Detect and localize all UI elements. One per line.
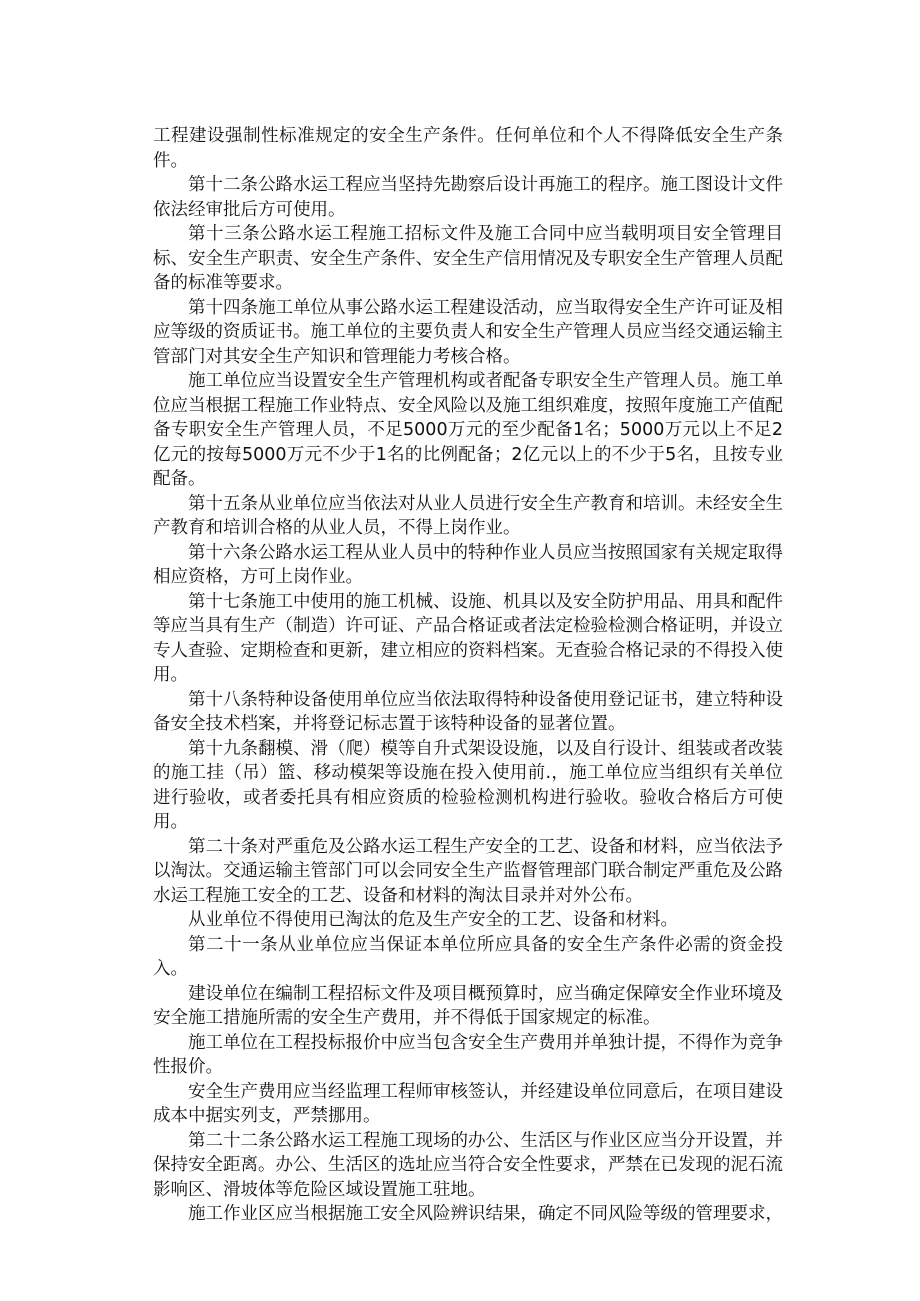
paragraph-article-20: 第二十条对严重危及公路水运工程生产安全的工艺、设备和材料，应当依法予以淘汰。交通运输主管部门可以会同安全生产监督管理部门联合制定严重危及公路水运工程施工安全的工艺、设备和材料的淘汰目录并对外公布。 (153, 836, 783, 906)
paragraph: 从业单位不得使用已淘汰的危及生产安全的工艺、设备和材料。 (188, 910, 678, 930)
paragraph-article-16: 第十六条公路水运工程从业人员中的特种作业人员应当按照国家有关规定取得相应资格，方可上岗作业。 (153, 542, 783, 587)
paragraph: 施工作业区应当根据施工安全风险辨识结果，确定不同风险等级的管理要求， (188, 1204, 783, 1224)
paragraph: 建设单位在编制工程招标文件及项目概预算时，应当确定保障安全作业环境及安全施工措施所需的安全生产费用，并不得低于国家规定的标准。 (153, 983, 783, 1028)
document-body (153, 124, 783, 1227)
paragraph: 施工单位在工程投标报价中应当包含安全生产费用并单独计提，不得作为竞争性报价。 (153, 1032, 783, 1077)
paragraph: 安全生产费用应当经监理工程师审核签认，并经建设单位同意后，在项目建设成本中据实列支，严禁挪用。 (153, 1081, 783, 1126)
paragraph-article-12: 第十二条公路水运工程应当坚持先勘察后设计再施工的程序。施工图设计文件依法经审批后方可使用。 (153, 175, 783, 220)
paragraph-article-14: 第十四条施工单位从事公路水运工程建设活动，应当取得安全生产许可证及相应等级的资质证书。施工单位的主要负责人和安全生产管理人员应当经交通运输主管部门对其安全生产知识和管理能力考核合格。 (153, 297, 783, 367)
paragraph-article-19: 第十九条翻模、滑（爬）模等自升式架设设施，以及自行设计、组装或者改装的施工挂（吊）篮、移动模架等设施在投入使用前.，施工单位应当组织有关单位进行验收，或者委托具有相应资质的检验检测机构进行验收。验收合格后方可使用。 (153, 738, 783, 832)
paragraph: 施工单位应当设置安全生产管理机构或者配备专职安全生产管理人员。施工单位应当根据工程施工作业特点、安全风险以及施工组织难度，按照年度施工产值配备专职安全生产管理人员，不足5000万元的至少配备1名；5000万元以上不足2亿元的按每5000万元不少于1名的比例配备；2亿元以上的不少于5名，且按专业配备。 (153, 371, 783, 489)
paragraph-article-15: 第十五条从业单位应当依法对从业人员进行安全生产教育和培训。未经安全生产教育和培训合格的从业人员，不得上岗作业。 (153, 493, 783, 538)
paragraph-article-18: 第十八条特种设备使用单位应当依法取得特种设备使用登记证书，建立特种设备安全技术档案，并将登记标志置于该特种设备的显著位置。 (153, 689, 783, 734)
paragraph: 工程建设强制性标准规定的安全生产条件。任何单位和个人不得降低安全生产条件。 (153, 126, 783, 171)
paragraph-article-21: 第二十一条从业单位应当保证本单位所应具备的安全生产条件必需的资金投入。 (153, 934, 783, 979)
paragraph-article-17: 第十七条施工中使用的施工机械、设施、机具以及安全防护用品、用具和配件等应当具有生产（制造）许可证、产品合格证或者法定检验检测合格证明，并设立专人查验、定期检查和更新，建立相应的资料档案。无查验合格记录的不得投入使用。 (153, 591, 783, 685)
paragraph-article-22: 第二十二条公路水运工程施工现场的办公、生活区与作业区应当分开设置，并保持安全距离。办公、生活区的选址应当符合安全性要求，严禁在已发现的泥石流影响区、滑坡体等危险区域设置施工驻地。 (153, 1130, 783, 1200)
paragraph-article-13: 第十三条公路水运工程施工招标文件及施工合同中应当载明项目安全管理目标、安全生产职责、安全生产条件、安全生产信用情况及专职安全生产管理人员配备的标准等要求。 (153, 224, 783, 293)
